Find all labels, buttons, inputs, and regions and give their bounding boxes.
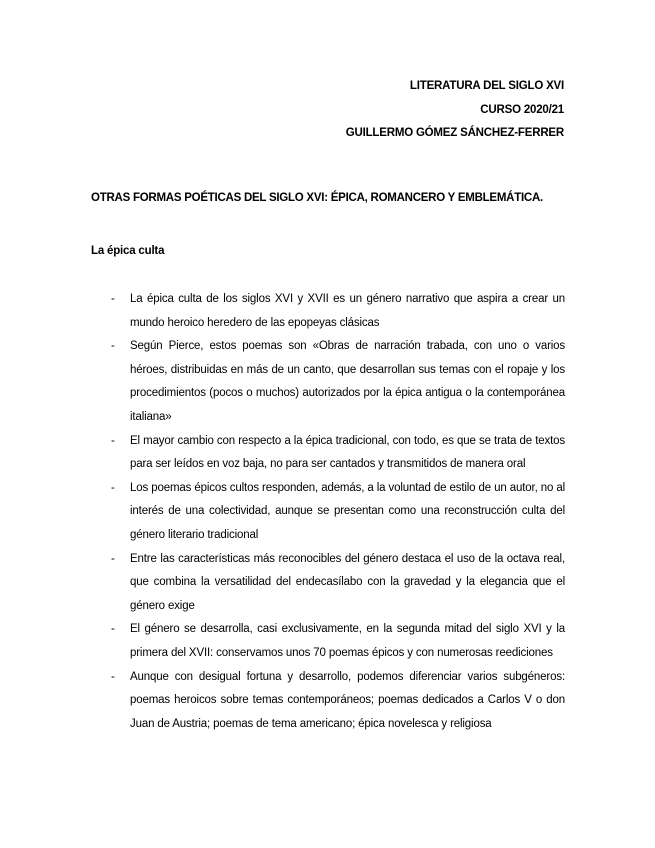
list-item bbox=[91, 288, 565, 335]
list-item-text: El mayor cambio con respecto a la épica tradicional, con todo, es que se trata de textos para ser leídos en voz baja, no para ser cantados y transmitidos de manera oral bbox=[130, 434, 565, 471]
list-item-text: Según Pierce, estos poemas son «Obras de narración trabada, con uno o varios héroes, distribuidas en más de un canto, que desarrollan sus temas con el ropaje y los procedimientos (pocos o muchos) autorizados por la épica antigua o la contemporánea italiana» bbox=[130, 340, 565, 423]
bullet-marker: - bbox=[111, 340, 115, 353]
bullet-marker: - bbox=[111, 434, 115, 447]
list-item-text: Entre las características más reconocibles del género destaca el uso de la octava real, que combina la versatilidad del endecasílabo con la gravedad y la elegancia que el género exige bbox=[130, 552, 565, 612]
list-item bbox=[91, 618, 565, 665]
header-course-name: LITERATURA DEL SIGLO XVI bbox=[409, 80, 564, 92]
bullet-marker: - bbox=[111, 670, 115, 683]
bullet-marker: - bbox=[111, 481, 115, 494]
list-item bbox=[91, 548, 565, 619]
document-title: OTRAS FORMAS POÉTICAS DEL SIGLO XVI: ÉPICA, ROMANCERO Y EMBLEMÁTICA. bbox=[91, 192, 543, 204]
header-author: GUILLERMO GÓMEZ SÁNCHEZ-FERRER bbox=[345, 127, 564, 139]
list-item bbox=[91, 335, 565, 429]
bullet-marker: - bbox=[111, 293, 115, 305]
bullet-marker: - bbox=[111, 552, 115, 565]
list-item-text: Los poemas épicos cultos responden, además, a la voluntad de estilo de un autor, no al interés de una colectividad, aunque se presentan como una reconstrucción culta del género literario tradicional bbox=[130, 481, 565, 541]
document-header bbox=[346, 75, 564, 146]
list-item-text: La épica culta de los siglos XVI y XVII es un género narrativo que aspira a crear un mundo heroico heredero de las epopeyas clásicas bbox=[130, 293, 565, 329]
list-item-text: Aunque con desigual fortuna y desarrollo, podemos diferenciar varios subgéneros: poemas heroicos sobre temas contemporáneos; poemas dedicados a Carlos V o don Juan de Austria; poemas de tema americano; épica novelesca y religiosa bbox=[130, 670, 565, 730]
list-item bbox=[91, 430, 565, 477]
list-item-text: El género se desarrolla, casi exclusivamente, en la segunda mitad del siglo XVI y la primera del XVII: conservamos unos 70 poemas épicos y con numerosas reediciones bbox=[130, 623, 565, 659]
section-title: La épica culta bbox=[91, 245, 165, 257]
bullet-marker: - bbox=[111, 623, 115, 636]
list-item bbox=[91, 666, 565, 737]
header-course-year: CURSO 2020/21 bbox=[480, 103, 564, 116]
bullet-list bbox=[91, 288, 565, 736]
list-item bbox=[91, 477, 565, 548]
